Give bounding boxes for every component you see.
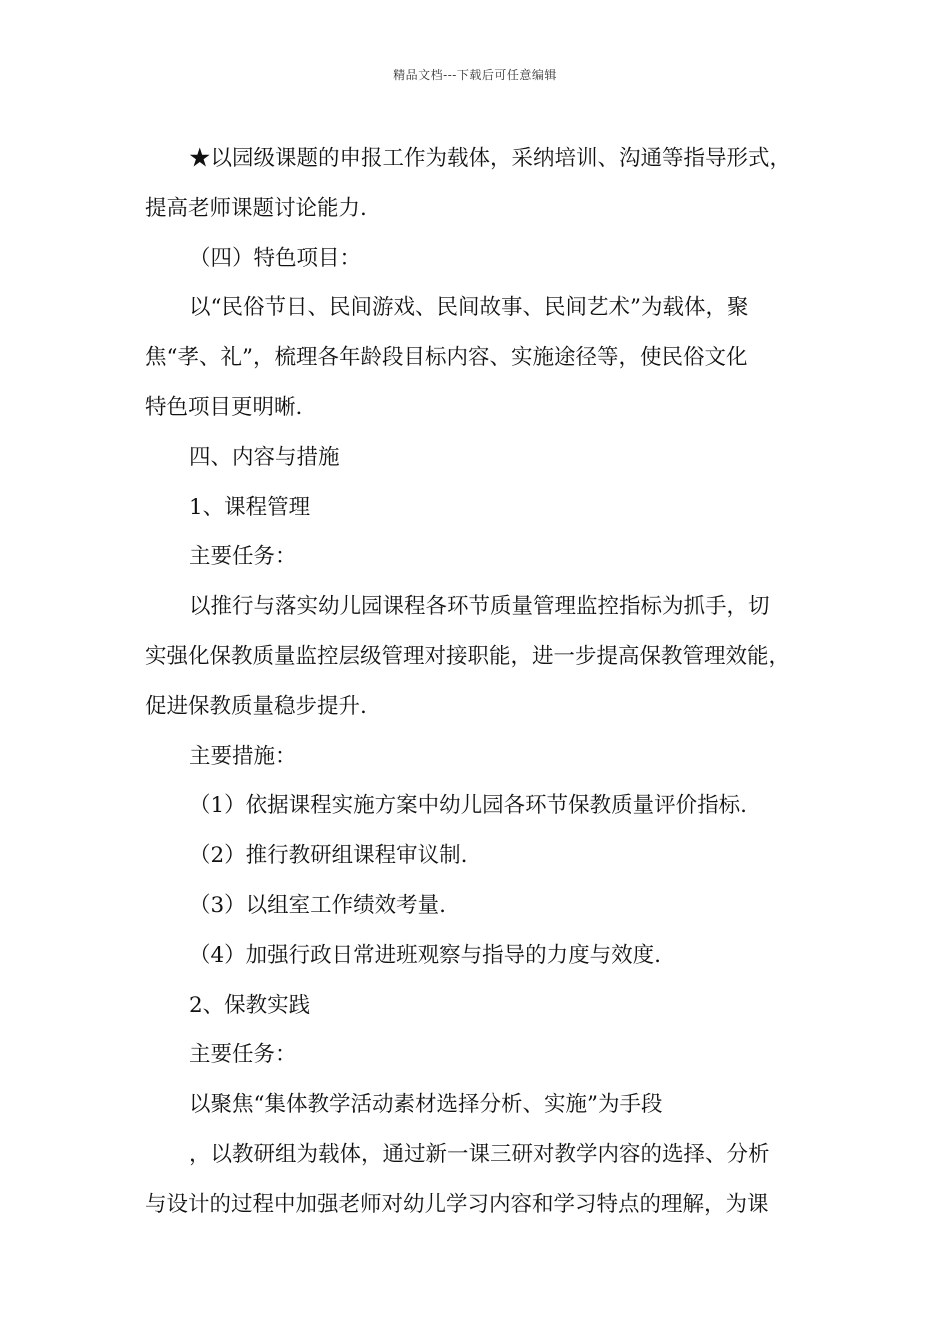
paragraph-line: 特色项目更明晰. [145,394,303,420]
paragraph-line: 提高老师课题讨论能力. [145,195,367,221]
paragraph-line: 与设计的过程中加强老师对幼儿学习内容和学习特点的理解，为课 [145,1191,769,1217]
section-heading: （四）特色项目： [189,245,362,271]
paragraph-line: 以“民俗节日、民间游戏、民间故事、民间艺术”为载体，聚 [189,295,749,321]
paragraph-line: 促进保教质量稳步提升. [145,693,367,719]
paragraph-line: 以推行与落实幼儿园课程各环节质量管理监控指标为抓手，切 [189,594,770,620]
paragraph-line: 实强化保教质量监控层级管理对接职能，进一步提高保教管理效能， [145,643,791,669]
list-item: （2）推行教研组课程审议制. [189,843,468,869]
subsection-heading: 2、保教实践 [189,992,311,1018]
label-line: 主要任务： [189,1042,297,1068]
paragraph-line: 以聚焦“集体教学活动素材选择分析、实施”为手段 [189,1092,663,1118]
list-item: （4）加强行政日常进班观察与指导的力度与效度. [189,942,662,968]
list-item: （1）依据课程实施方案中幼儿园各环节保教质量评价指标. [189,793,748,819]
list-item: （3）以组室工作绩效考量. [189,892,447,918]
paragraph-line: 焦“孝、礼”，梳理各年龄段目标内容、实施途径等，使民俗文化 [145,345,748,371]
page-header: 精品文档---下载后可任意编辑 [393,68,557,82]
paragraph-line: ★以园级课题的申报工作为载体，采纳培训、沟通等指导形式， [189,146,792,171]
subsection-heading: 1、课程管理 [189,494,311,520]
document-body [145,134,815,1230]
label-line: 主要任务： [189,544,297,570]
paragraph-line: ，以教研组为载体，通过新一课三研对教学内容的选择、分析 [189,1141,770,1167]
label-line: 主要措施： [189,743,297,769]
section-heading: 四、内容与措施 [189,444,340,470]
